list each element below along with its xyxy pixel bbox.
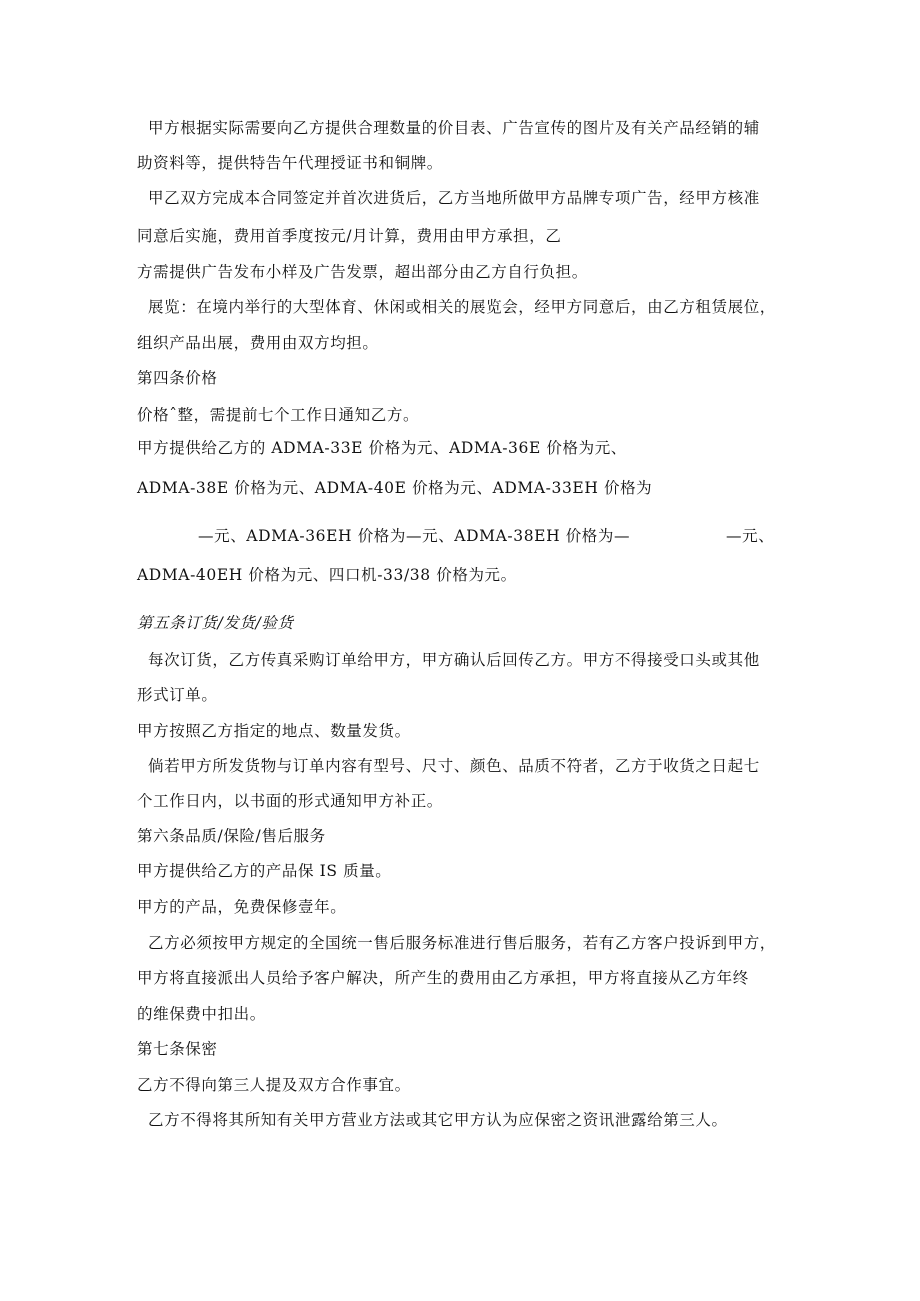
paragraph-line: 助资料等，提供特告午代理授证书和铜牌。 (137, 154, 443, 172)
paragraph-line: 甲方的产品，免费保修壹年。 (137, 898, 347, 916)
section-heading: 第七条保密 (137, 1040, 218, 1058)
price-line: —元、ADMA-36EH 价格为—元、ADMA-38EH 价格为— (198, 527, 631, 545)
price-line-end: —元、 (726, 527, 775, 545)
paragraph-line: 甲方提供给乙方的产品保 IS 质量。 (137, 862, 392, 880)
price-line: 甲方提供给乙方的 ADMA-33E 价格为元、ADMA-36E 价格为元、 (137, 439, 627, 457)
paragraph-line: 甲方按照乙方指定的地点、数量发货。 (137, 722, 411, 740)
paragraph-line: 同意后实施，费用首季度按元/月计算，费用由甲方承担，乙 (137, 227, 562, 245)
paragraph-line: 倘若甲方所发货物与订单内容有型号、尺寸、颜色、品质不符者，乙方于收货之日起七 (148, 757, 760, 775)
section-heading: 第五条订货/发货/验货 (137, 614, 294, 632)
paragraph-line: 个工作日内，以书面的形式通知甲方补正。 (137, 792, 443, 810)
paragraph-line: 方需提供广告发布小样及广告发票，超出部分由乙方自行负担。 (137, 263, 588, 281)
paragraph-line: 甲方根据实际需要向乙方提供合理数量的价目表、广告宣传的图片及有关产品经销的辅 (148, 119, 760, 137)
paragraph-line: 乙方不得向第三人提及双方合作事宜。 (137, 1076, 411, 1094)
price-line: ADMA-38E 价格为元、ADMA-40E 价格为元、ADMA-33EH 价格为 (137, 479, 653, 497)
paragraph-line: 甲乙双方完成本合同签定并首次进货后，乙方当地所做甲方品牌专项广告，经甲方核准 (148, 189, 760, 207)
paragraph-line: 甲方将直接派出人员给予客户解决，所产生的费用由乙方承担，甲方将直接从乙方年终 (137, 969, 749, 987)
section-heading: 第六条品质/保险/售后服务 (137, 827, 326, 845)
paragraph-line: 价格ˆ整，需提前七个工作日通知乙方。 (137, 406, 420, 424)
paragraph-line: 展览：在境内举行的大型体育、休闲或相关的展览会，经甲方同意后，由乙方租赁展位， (148, 298, 776, 316)
price-line: ADMA-40EH 价格为元、四口机-33/38 价格为元。 (137, 566, 517, 584)
paragraph-line: 乙方不得将其所知有关甲方营业方法或其它甲方认为应保密之资讯泄露给第三人。 (148, 1111, 728, 1129)
paragraph-line: 组织产品出展，费用由双方均担。 (137, 334, 379, 352)
section-heading: 第四条价格 (137, 369, 218, 387)
paragraph-line: 每次订货，乙方传真采购订单给甲方，甲方确认后回传乙方。甲方不得接受口头或其他 (148, 651, 760, 669)
paragraph-line: 乙方必须按甲方规定的全国统一售后服务标准进行售后服务，若有乙方客户投诉到甲方， (148, 934, 776, 952)
paragraph-line: 形式订单。 (137, 686, 218, 704)
paragraph-line: 的维保费中扣出。 (137, 1005, 266, 1023)
